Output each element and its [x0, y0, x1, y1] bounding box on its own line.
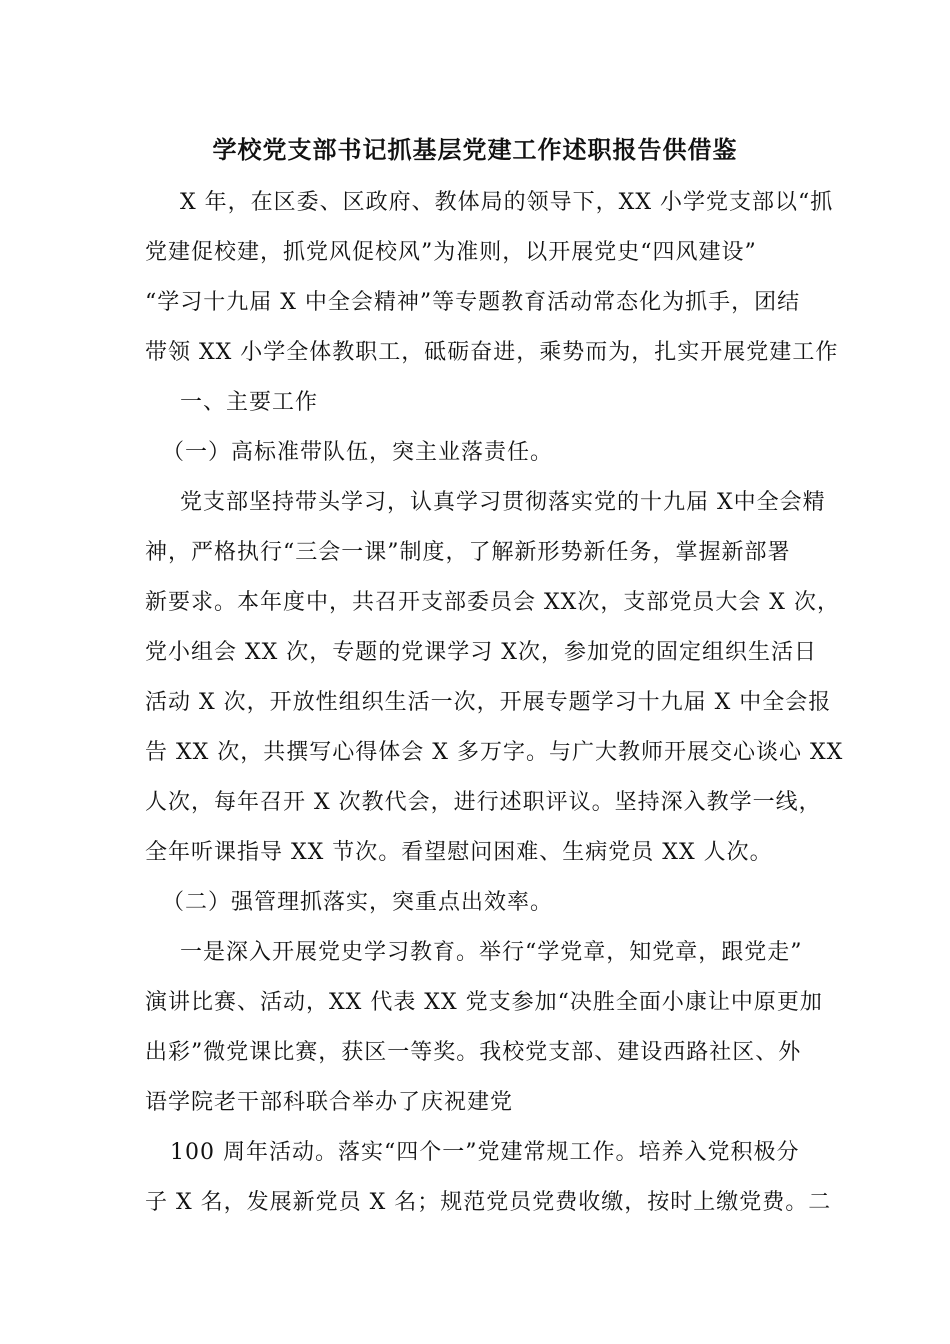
paragraph-line: 一是深入开展党史学习教育。举行“学党章，知党章，跟党走”: [180, 940, 803, 965]
paragraph-line: 演讲比赛、活动，XX 代表 XX 党支参加“决胜全面小康让中原更加: [145, 990, 823, 1015]
paragraph-line: “学习十九届 X 中全会精神”等专题教育活动常态化为抓手，团结: [145, 290, 801, 315]
paragraph-line: 党支部坚持带头学习，认真学习贯彻落实党的十九届 X中全会精: [180, 490, 826, 515]
subsection-heading: （一）高标准带队伍，突主业落责任。: [162, 440, 554, 465]
paragraph-line: 活动 X 次，开放性组织生活一次，开展专题学习十九届 X 中全会报: [145, 690, 832, 715]
paragraph-line: 党小组会 XX 次，专题的党课学习 X次，参加党的固定组织生活日: [145, 640, 817, 665]
paragraph-line: 语学院老干部科联合举办了庆祝建党: [145, 1090, 514, 1115]
paragraph-line: 神，严格执行“三会一课”制度，了解新形势新任务，掌握新部署: [145, 540, 791, 565]
section-heading: 一、主要工作: [180, 390, 319, 415]
paragraph-line: 出彩”微党课比赛，获区一等奖。我校党支部、建设西路社区、外: [145, 1040, 802, 1065]
paragraph-line: 100 周年活动。落实“四个一”党建常规工作。培养入党积极分: [170, 1140, 800, 1165]
paragraph-line: 党建促校建，抓党风促校风”为准则，以开展党史“四风建设”: [145, 240, 757, 265]
subsection-heading: （二）强管理抓落实，突重点出效率。: [162, 890, 554, 915]
paragraph-line: X 年，在区委、区政府、教体局的领导下，XX 小学党支部以“抓: [180, 190, 834, 215]
document-title: 学校党支部书记抓基层党建工作述职报告供借鉴: [212, 135, 738, 164]
paragraph-line: 新要求。本年度中，共召开支部委员会 XX次，支部党员大会 X 次，: [145, 590, 840, 615]
paragraph-line: 人次，每年召开 X 次教代会，进行述职评议。坚持深入教学一线，: [145, 790, 822, 815]
paragraph-line: 子 X 名，发展新党员 X 名；规范党员党费收缴，按时上缴党费。二: [145, 1190, 832, 1215]
paragraph-line: 带领 XX 小学全体教职工，砥砺奋进，乘势而为，扎实开展党建工作: [145, 340, 839, 365]
paragraph-line: 全年听课指导 XX 节次。看望慰问困难、生病党员 XX 人次。: [145, 840, 773, 865]
paragraph-line: 告 XX 次，共撰写心得体会 X 多万字。与广大教师开展交心谈心 XX: [145, 740, 844, 765]
